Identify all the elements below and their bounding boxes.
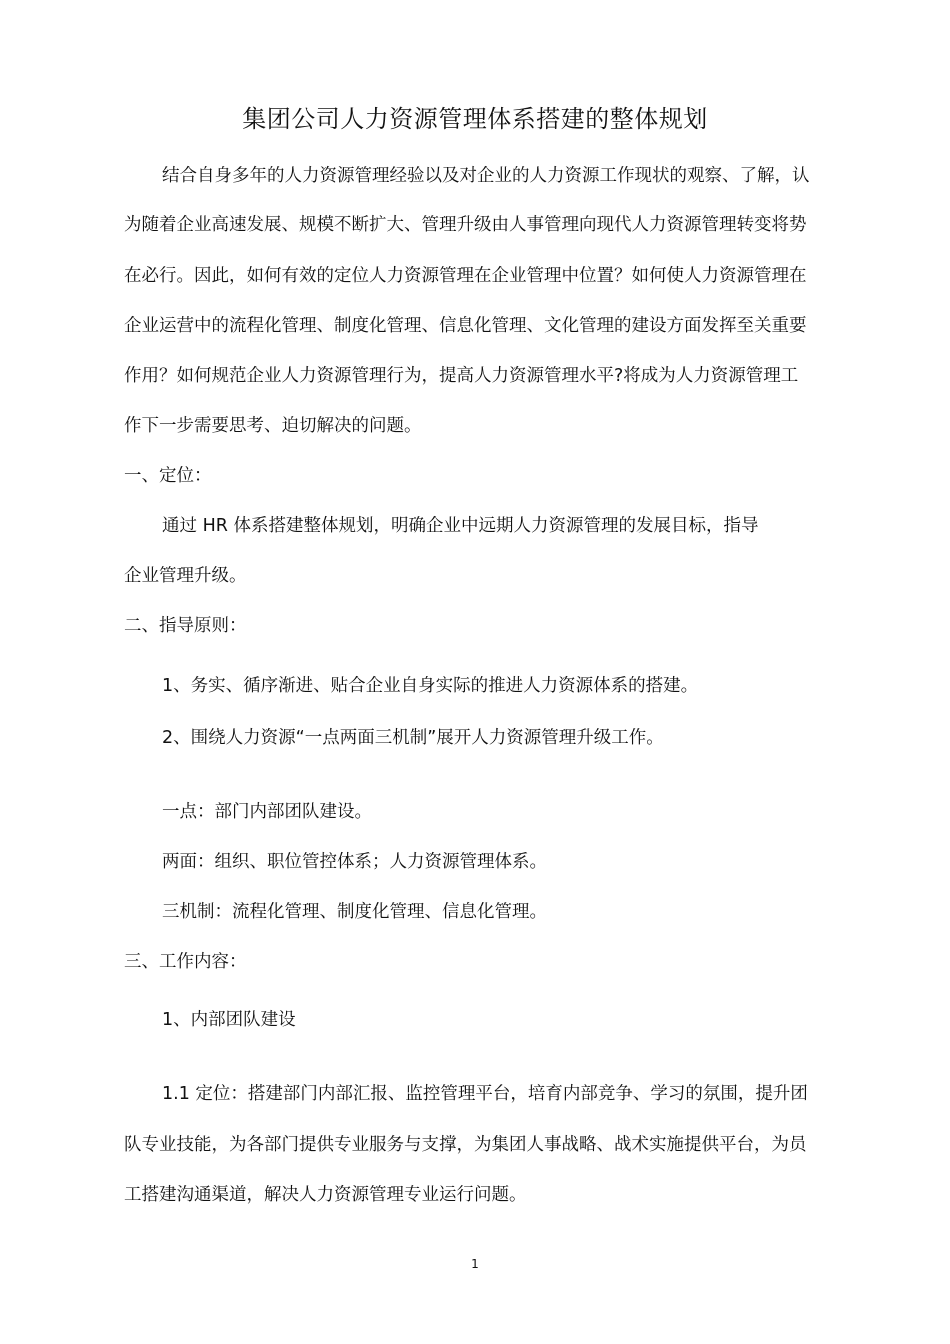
principle-item-1: 1、务实、循序渐进、贴合企业自身实际的推进人力资源体系的搭建。 — [162, 676, 699, 696]
work-paragraph-line-3: 工搭建沟通渠道，解决人力资源管理专业运行问题。 — [124, 1185, 527, 1205]
section-1-line-1: 通过 HR 体系搭建整体规划，明确企业中远期人力资源管理的发展目标，指导 — [162, 516, 759, 536]
page-number: 1 — [471, 1257, 479, 1271]
work-paragraph-line-2: 队专业技能，为各部门提供专业服务与支撑，为集团人事战略、战术实施提供平台，为员 — [124, 1135, 807, 1155]
principle-faces: 两面：组织、职位管控体系；人力资源管理体系。 — [162, 852, 547, 872]
section-3-heading: 三、工作内容： — [124, 952, 247, 972]
section-2-heading: 二、指导原则： — [124, 616, 247, 636]
intro-line-6: 作下一步需要思考、迫切解决的问题。 — [124, 416, 422, 436]
intro-line-2: 为随着企业高速发展、规模不断扩大、管理升级由人事管理向现代人力资源管理转变将势 — [124, 215, 807, 235]
principle-mechanisms: 三机制：流程化管理、制度化管理、信息化管理。 — [162, 902, 547, 922]
intro-line-4: 企业运营中的流程化管理、制度化管理、信息化管理、文化管理的建设方面发挥至关重要 — [124, 316, 807, 336]
work-paragraph-line-1: 1.1 定位：搭建部门内部汇报、监控管理平台，培育内部竞争、学习的氛围，提升团 — [162, 1084, 808, 1104]
work-subheading-1: 1、内部团队建设 — [162, 1010, 296, 1030]
intro-line-3: 在必行。因此，如何有效的定位人力资源管理在企业管理中位置？如何使人力资源管理在 — [124, 266, 807, 286]
intro-line-5: 作用？如何规范企业人力资源管理行为，提高人力资源管理水平?将成为人力资源管理工 — [124, 366, 799, 386]
section-1-heading: 一、定位： — [124, 466, 212, 486]
principle-item-2: 2、围绕人力资源“一点两面三机制”展开人力资源管理升级工作。 — [162, 728, 664, 748]
section-1-line-2: 企业管理升级。 — [124, 566, 247, 586]
document-title: 集团公司人力资源管理体系搭建的整体规划 — [242, 105, 708, 133]
intro-line-1: 结合自身多年的人力资源管理经验以及对企业的人力资源工作现状的观察、了解，认 — [162, 166, 810, 186]
principle-point: 一点：部门内部团队建设。 — [162, 802, 372, 822]
